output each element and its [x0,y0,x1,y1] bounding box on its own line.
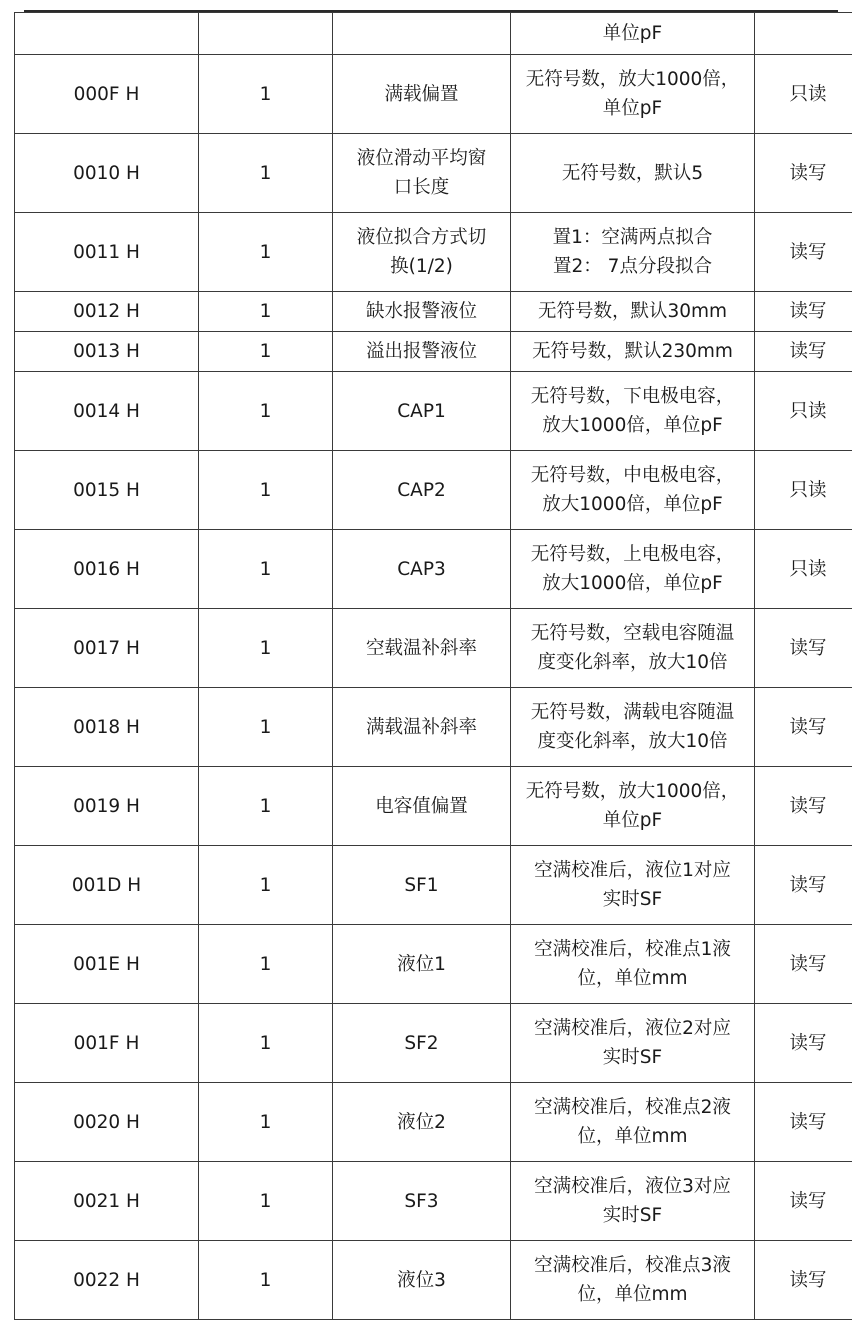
description-cell [511,372,755,451]
name-cell [333,1083,511,1162]
access-cell: 读写 [755,292,852,332]
count-cell: 1 [199,1162,333,1241]
count-cell: 1 [199,292,333,332]
address-cell: 0021 H [15,1162,199,1241]
name-cell [333,846,511,925]
address-cell: 0016 H [15,530,199,609]
count-cell: 1 [199,688,333,767]
name-line: 液位拟合方式切 [356,227,487,248]
table-row [15,609,852,688]
description-line: 空满校准后，液位3对应 [534,1176,731,1197]
register-table [14,12,852,1320]
access-cell: 读写 [755,213,852,292]
address-cell: 0020 H [15,1083,199,1162]
description-cell [511,213,755,292]
description-cell [511,609,755,688]
access-cell: 只读 [755,530,852,609]
description-line: 无符号数，空载电容随温 [530,623,735,644]
name-line: 空载温补斜率 [365,637,477,659]
name-line: CAP1 [397,400,446,422]
name-cell [333,1162,511,1241]
count-cell: 1 [199,1004,333,1083]
description-line: 空满校准后，液位2对应 [534,1018,731,1039]
description-cell [511,1162,755,1241]
table-row [15,134,852,213]
name-cell [333,134,511,213]
address-cell [15,13,199,55]
access-cell: 读写 [755,134,852,213]
table-row [15,213,852,292]
address-cell: 0012 H [15,292,199,332]
description-cell [511,1083,755,1162]
address-cell: 0014 H [15,372,199,451]
count-cell: 1 [199,1083,333,1162]
count-cell: 1 [199,372,333,451]
description-cell [511,292,755,332]
description-line: 空满校准后，校准点2液 [534,1097,731,1118]
name-cell [333,372,511,451]
description-cell [511,846,755,925]
description-cell [511,332,755,372]
access-cell [755,13,852,55]
access-cell: 读写 [755,1004,852,1083]
count-cell: 1 [199,1241,333,1320]
table-row [15,292,852,332]
count-cell: 1 [199,332,333,372]
address-cell: 001D H [15,846,199,925]
name-cell [333,55,511,134]
table-row [15,688,852,767]
count-cell: 1 [199,767,333,846]
address-cell: 0022 H [15,1241,199,1320]
name-line: 口长度 [393,177,450,198]
table-row [15,925,852,1004]
description-cell [511,134,755,213]
name-cell [333,1241,511,1320]
access-cell: 读写 [755,332,852,372]
address-cell: 001E H [15,925,199,1004]
name-cell [333,688,511,767]
table-row [15,332,852,372]
access-cell: 读写 [755,767,852,846]
name-cell [333,1004,511,1083]
description-cell [511,1241,755,1320]
table-row [15,1162,852,1241]
address-cell: 0015 H [15,451,199,530]
count-cell: 1 [199,846,333,925]
access-cell: 只读 [755,55,852,134]
description-line: 空满校准后，校准点1液 [534,939,731,960]
address-cell: 0019 H [15,767,199,846]
table-row [15,13,852,55]
description-line: 单位pF [602,810,663,831]
name-cell [333,213,511,292]
name-line: 缺水报警液位 [365,301,477,322]
table-row [15,55,852,134]
description-line: 置1：空满两点拟合 [552,227,713,248]
description-cell [511,451,755,530]
table-row [15,767,852,846]
count-cell: 1 [199,925,333,1004]
description-line: 空满校准后，校准点3液 [534,1255,731,1276]
name-line: 液位3 [397,1269,446,1291]
name-cell [333,530,511,609]
description-cell [511,55,755,134]
register-table-body [15,13,852,1320]
name-cell [333,767,511,846]
description-line: 位，单位mm [577,1284,688,1305]
count-cell: 1 [199,213,333,292]
description-cell [511,925,755,1004]
count-cell: 1 [199,134,333,213]
name-line: SF2 [404,1032,439,1054]
name-line: 液位滑动平均窗 [356,148,487,169]
access-cell: 读写 [755,1162,852,1241]
table-row [15,846,852,925]
name-cell [333,609,511,688]
table-row [15,1004,852,1083]
description-line: 放大1000倍，单位pF [542,415,723,436]
table-row [15,451,852,530]
table-row [15,1241,852,1320]
description-line: 无符号数，默认5 [561,162,704,184]
access-cell: 读写 [755,1083,852,1162]
name-line: 溢出报警液位 [365,341,477,362]
name-cell [333,332,511,372]
description-cell [511,1004,755,1083]
description-line: 实时SF [602,1047,663,1068]
description-line: 无符号数，满载电容随温 [530,702,735,723]
access-cell: 只读 [755,451,852,530]
address-cell: 0018 H [15,688,199,767]
count-cell: 1 [199,609,333,688]
description-line: 放大1000倍，单位pF [542,573,723,594]
description-line: 单位pF [602,23,663,44]
table-row [15,372,852,451]
access-cell: 读写 [755,1241,852,1320]
name-line: 液位1 [397,953,446,975]
description-cell [511,13,755,55]
name-cell [333,13,511,55]
name-line: 液位2 [397,1111,446,1133]
description-cell [511,767,755,846]
count-cell: 1 [199,530,333,609]
description-line: 无符号数，下电极电容， [530,386,735,407]
access-cell: 读写 [755,846,852,925]
description-line: 位，单位mm [577,968,688,989]
name-cell [333,451,511,530]
description-line: 空满校准后，液位1对应 [534,860,731,881]
name-line: 电容值偏置 [375,795,468,817]
description-line: 位，单位mm [577,1126,688,1147]
access-cell: 读写 [755,688,852,767]
description-cell [511,688,755,767]
count-cell [199,13,333,55]
description-line: 无符号数，默认30mm [537,301,728,322]
name-line: 换(1/2) [390,256,453,277]
count-cell: 1 [199,55,333,134]
description-line: 无符号数，上电极电容， [530,544,735,565]
description-line: 实时SF [602,1205,663,1226]
description-cell [511,530,755,609]
description-line: 度变化斜率，放大10倍 [537,731,728,752]
access-cell: 读写 [755,925,852,1004]
description-line: 放大1000倍，单位pF [542,494,723,515]
address-cell: 000F H [15,55,199,134]
count-cell: 1 [199,451,333,530]
address-cell: 001F H [15,1004,199,1083]
table-row [15,530,852,609]
address-cell: 0010 H [15,134,199,213]
name-cell [333,925,511,1004]
name-cell [333,292,511,332]
name-line: 满载温补斜率 [365,716,477,738]
table-row [15,1083,852,1162]
name-line: SF1 [404,874,439,896]
description-line: 无符号数，中电极电容， [530,465,735,486]
access-cell: 读写 [755,609,852,688]
name-line: CAP3 [397,558,446,580]
description-line: 单位pF [602,98,663,119]
description-line: 无符号数，放大1000倍， [525,69,740,90]
name-line: 满载偏置 [384,83,459,105]
description-line: 无符号数，放大1000倍， [525,781,740,802]
address-cell: 0011 H [15,213,199,292]
description-line: 置2： 7点分段拟合 [553,256,712,277]
address-cell: 0013 H [15,332,199,372]
address-cell: 0017 H [15,609,199,688]
name-line: SF3 [404,1190,439,1212]
description-line: 无符号数，默认230mm [532,341,733,362]
description-line: 度变化斜率，放大10倍 [537,652,728,673]
name-line: CAP2 [397,479,446,501]
description-line: 实时SF [602,889,663,910]
access-cell: 只读 [755,372,852,451]
